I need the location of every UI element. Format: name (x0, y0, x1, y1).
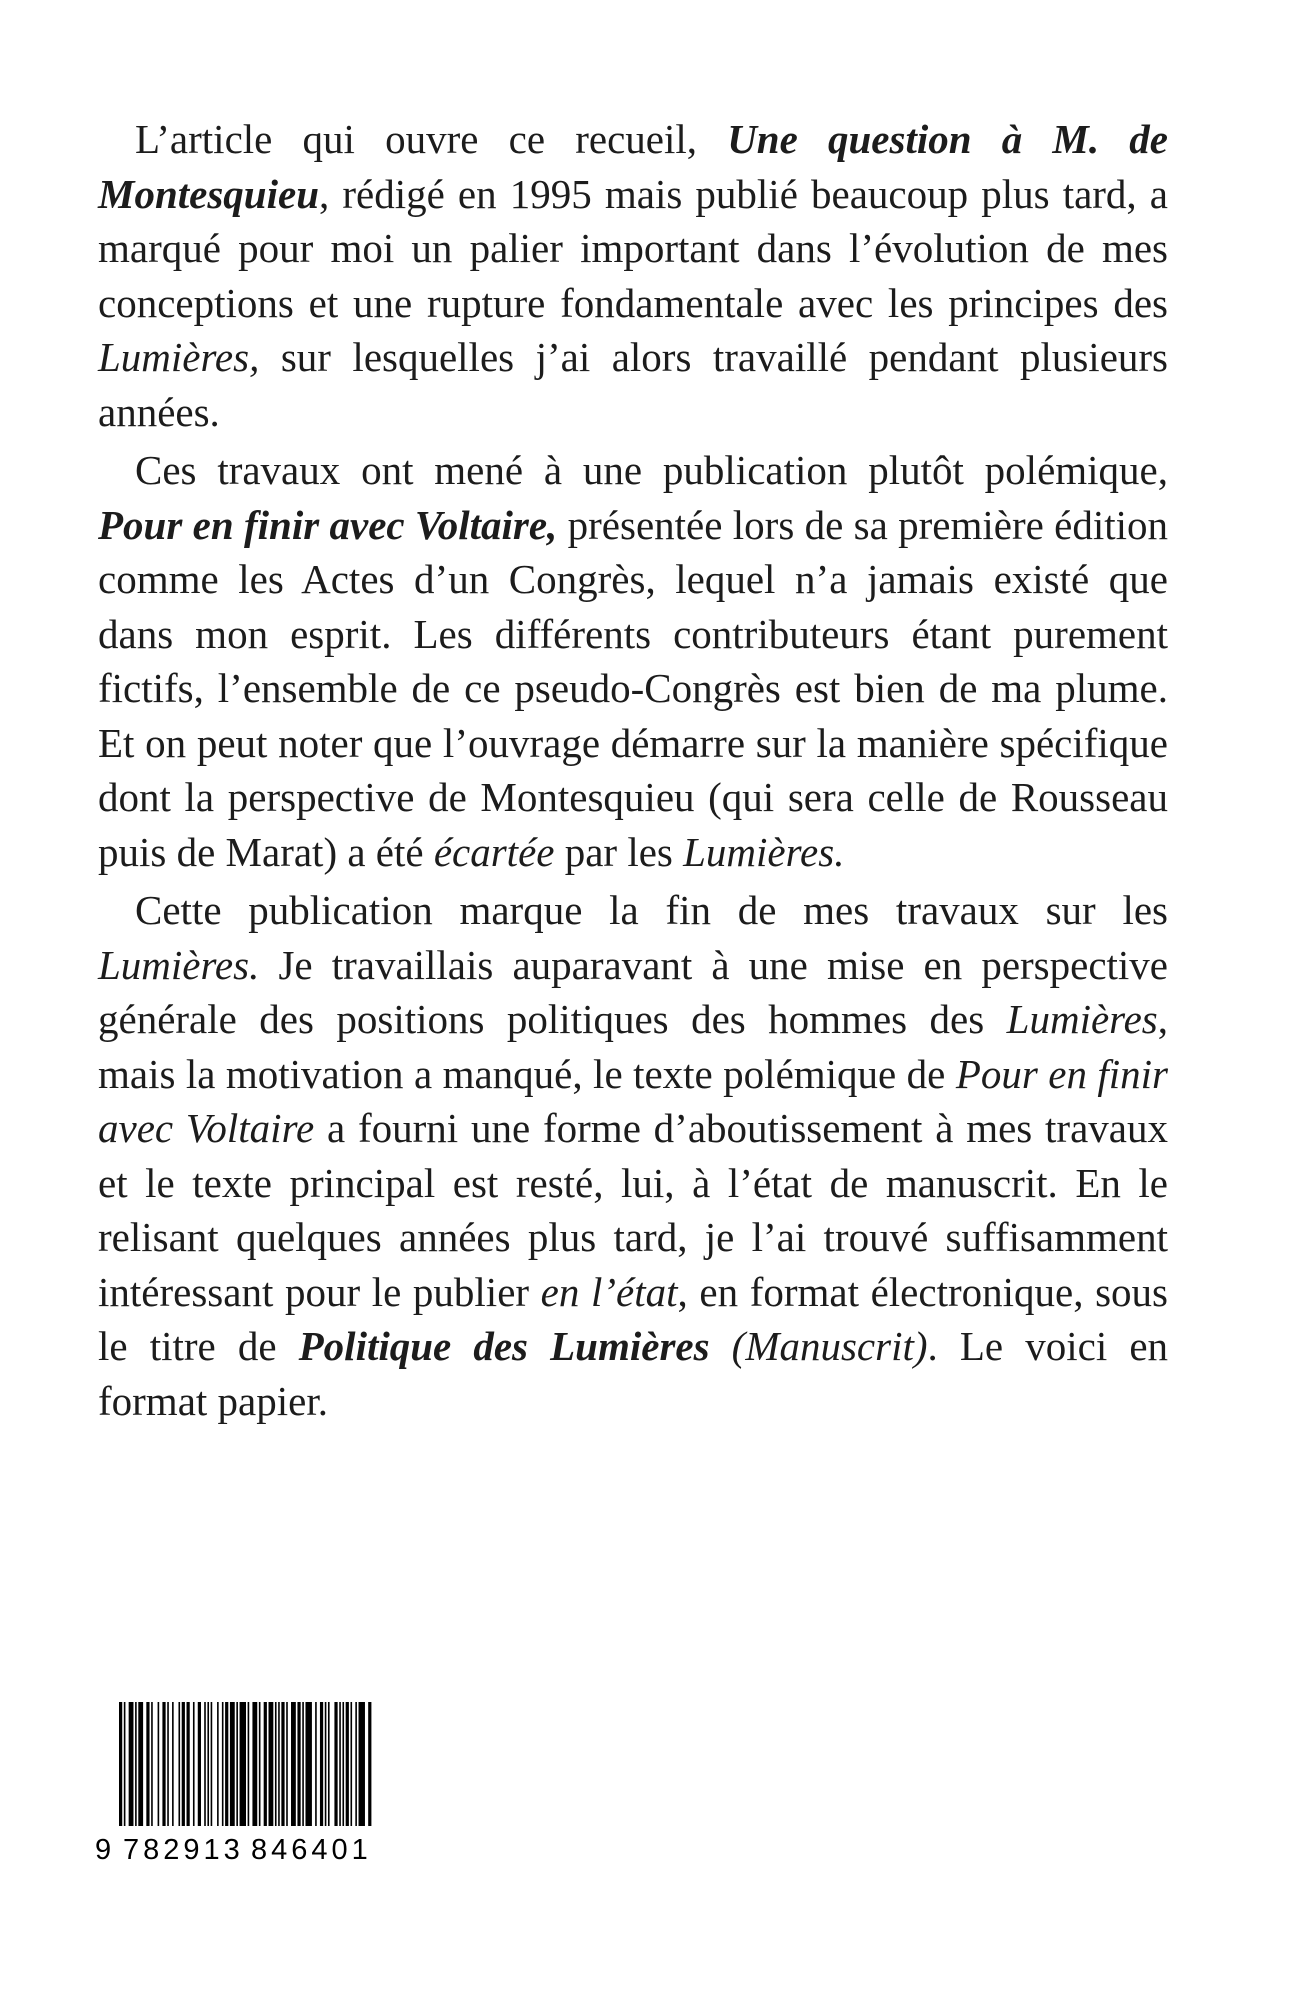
barcode-bar (269, 1702, 274, 1826)
text-run: L’article qui ouvre ce recueil, (135, 116, 728, 162)
barcode-bar (146, 1702, 149, 1826)
barcode-bar (286, 1702, 288, 1826)
barcode-bar (264, 1702, 267, 1826)
barcode-number (91, 1830, 381, 1870)
text-run: Une question à M. de Montesquieu (98, 116, 1168, 217)
barcode-bar (138, 1702, 143, 1826)
barcode-bar (178, 1702, 180, 1826)
barcode-bar (248, 1702, 250, 1826)
text-run: Lumières. (683, 828, 845, 875)
text-run: a fourni une forme d’aboutissement à mes travaux et le texte principal est resté, lui, à l’état de manuscrit. En le relisant quelques années plus tard, je l’ai trouvé suffisamment intéressant pour le publier (98, 1105, 1168, 1315)
barcode-bar (119, 1702, 122, 1826)
barcode-bar (278, 1702, 280, 1826)
text-run: (Manuscrit) (731, 1323, 928, 1369)
barcode-bar (135, 1702, 137, 1826)
barcode-bar (207, 1702, 209, 1826)
barcode-bar (236, 1702, 238, 1826)
text-run: Lumières. (98, 941, 260, 988)
text-run: , en format électronique, sous le titre de (98, 1268, 1168, 1369)
barcode-bar (350, 1702, 352, 1826)
paragraph-3 (98, 883, 1168, 1428)
paragraph-2 (98, 443, 1168, 879)
text-run: Pour en finir avec Voltaire, (98, 501, 558, 548)
barcode-bar (305, 1702, 311, 1826)
barcode-bar (151, 1702, 153, 1826)
barcode-bar (198, 1702, 201, 1826)
barcode-bar (281, 1702, 284, 1826)
barcode-digit-first: 9 (95, 1834, 112, 1866)
barcode-bar (297, 1702, 300, 1826)
text-run: Je travaillais auparavant à une mise en perspective générale des positions politiques des hommes des (98, 941, 1168, 1042)
barcode-bar (252, 1702, 257, 1826)
text-run: , rédigé en 1995 mais publié beaucoup plus tard, a marqué pour moi un palier important dans l’évolution de mes conceptions et une rupture fondamentale avec les principes des (98, 170, 1168, 326)
barcode-bar (275, 1702, 277, 1826)
text-run: , mais la motivation a manqué, le texte polémique de (98, 996, 1168, 1097)
barcode-bar (259, 1702, 261, 1826)
barcode-bar (211, 1702, 213, 1826)
text-run: sur lesquelles j’ai alors travaillé pendant plusieurs années. (98, 334, 1168, 435)
barcode-bar (158, 1702, 160, 1826)
text-run: en l’état (540, 1268, 678, 1315)
text-run: par les (554, 828, 684, 875)
barcode-bar (240, 1702, 246, 1826)
text-run (710, 1323, 732, 1369)
barcode-bar (368, 1702, 371, 1826)
text-run: Lumières (1006, 996, 1158, 1042)
paragraph-1 (98, 112, 1168, 439)
barcode-bar (328, 1702, 330, 1826)
barcode-digits-right: 846401 (251, 1834, 372, 1866)
barcode-bar (162, 1702, 165, 1826)
barcode-bar (172, 1702, 174, 1826)
barcode-bar (230, 1702, 235, 1826)
barcode-bar (355, 1702, 357, 1826)
barcode-bar (225, 1702, 228, 1826)
barcode-bar (193, 1702, 195, 1826)
barcode-bar (204, 1702, 206, 1826)
barcode-bar (325, 1702, 327, 1826)
text-run: Politique des Lumières (298, 1323, 710, 1369)
isbn-barcode (91, 1702, 381, 1872)
barcode-bar (129, 1702, 134, 1826)
barcode-bar (167, 1702, 169, 1826)
barcode-bar (346, 1702, 349, 1826)
text-run: présentée lors de sa première édition comme les Actes d’un Congrès, lequel n’a jamais existé que dans mon esprit. Les différents contributeurs étant purement fictifs, l’ensemble de ce pseudo-Congrès est bien de ma plume. Et on peut noter que l’ouvrage démarre sur la manière spécifique dont la perspective de Montesquieu (qui sera celle de Rousseau puis de Marat) a été (98, 501, 1169, 875)
text-run: Cette publication marque la fin de mes travaux sur les (135, 887, 1168, 933)
barcode-bar (339, 1702, 341, 1826)
text-run: écartée (433, 828, 555, 875)
back-cover-text (98, 112, 1168, 1432)
barcode-bar (187, 1702, 190, 1826)
barcode-digits-left: 782913 (123, 1834, 244, 1866)
barcode-bar (222, 1702, 224, 1826)
barcode-bar (124, 1702, 126, 1826)
text-run: Pour en finir avec Voltaire (98, 1050, 1168, 1151)
text-run: Lumières, (98, 334, 260, 380)
barcode-bar (291, 1702, 296, 1826)
text-run: Ces travaux ont mené à une publication plutôt polémique, (135, 447, 1168, 493)
barcode-bar (315, 1702, 317, 1826)
barcode-bar (342, 1702, 344, 1826)
barcode-bar (182, 1702, 185, 1826)
text-run: . Le voici en format papier. (98, 1323, 1169, 1424)
barcode-bar (302, 1702, 304, 1826)
barcode-bars (91, 1702, 381, 1830)
barcode-bar (320, 1702, 323, 1826)
barcode-bar (334, 1702, 337, 1826)
barcode-bar (359, 1702, 365, 1826)
barcode-bar (217, 1702, 219, 1826)
